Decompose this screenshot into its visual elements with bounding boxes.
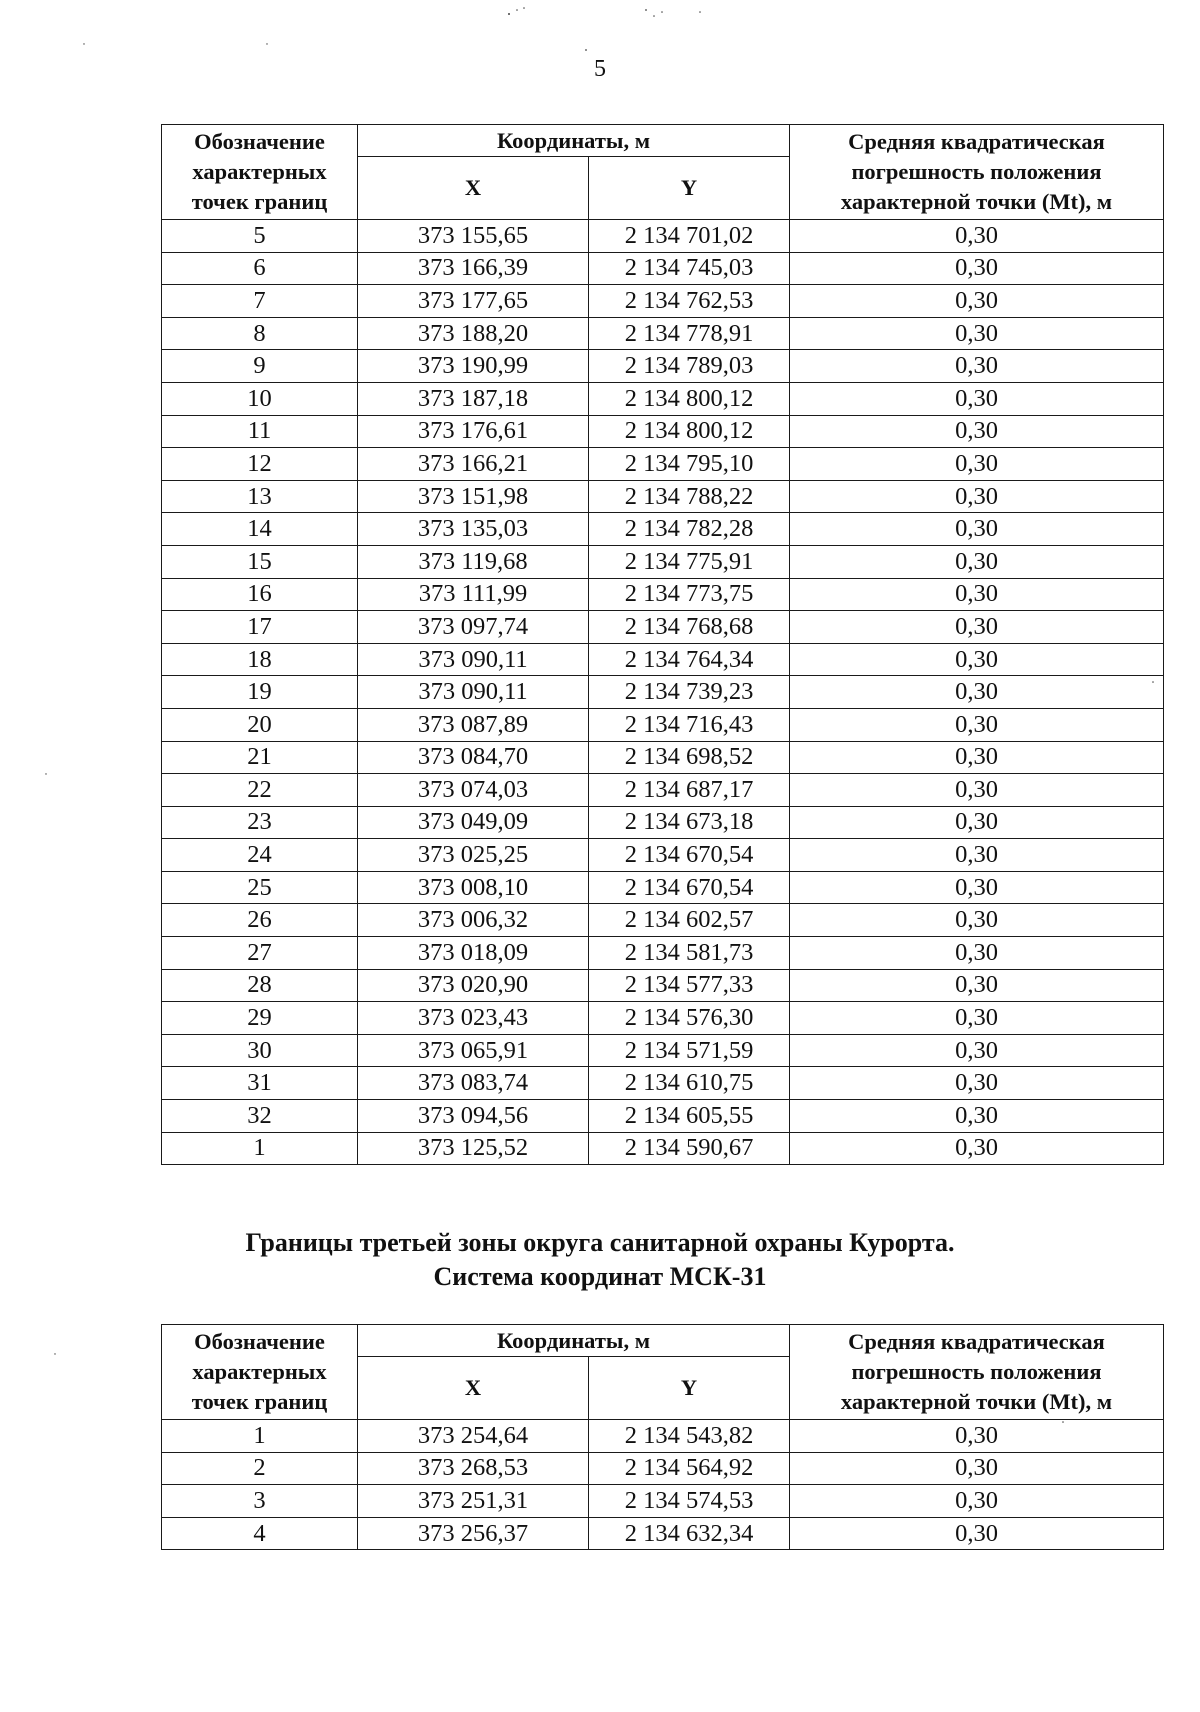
y-coordinate-cell: 2 134 778,91 <box>589 317 790 350</box>
x-column-header: X <box>358 1357 589 1420</box>
y-coordinate-cell: 2 134 782,28 <box>589 513 790 546</box>
point-number-cell: 8 <box>162 317 358 350</box>
x-coordinate-cell: 373 049,09 <box>358 806 589 839</box>
x-coordinate-cell: 373 020,90 <box>358 969 589 1002</box>
point-number-cell: 28 <box>162 969 358 1002</box>
point-number-cell: 2 <box>162 1452 358 1485</box>
coordinates-column-header: Координаты, м <box>358 1325 790 1357</box>
point-column-header: Обозначение характерных точек границ <box>162 1325 358 1420</box>
x-coordinate-cell: 373 090,11 <box>358 676 589 709</box>
x-coordinate-cell: 373 083,74 <box>358 1067 589 1100</box>
point-number-cell: 7 <box>162 285 358 318</box>
point-number-cell: 20 <box>162 708 358 741</box>
x-coordinate-cell: 373 065,91 <box>358 1034 589 1067</box>
error-value-cell: 0,30 <box>790 578 1164 611</box>
point-number-cell: 27 <box>162 937 358 970</box>
x-coordinate-cell: 373 166,39 <box>358 252 589 285</box>
y-coordinate-cell: 2 134 581,73 <box>589 937 790 970</box>
y-coordinate-cell: 2 134 564,92 <box>589 1452 790 1485</box>
table-row <box>162 904 1164 937</box>
table-row <box>162 578 1164 611</box>
point-number-cell: 17 <box>162 611 358 644</box>
table-row <box>162 285 1164 318</box>
y-coordinate-cell: 2 134 745,03 <box>589 252 790 285</box>
point-column-header: Обозначение характерных точек границ <box>162 125 358 220</box>
page-number: 5 <box>594 56 606 82</box>
error-value-cell: 0,30 <box>790 1002 1164 1035</box>
table-row <box>162 220 1164 253</box>
y-coordinate-cell: 2 134 716,43 <box>589 708 790 741</box>
error-value-cell: 0,30 <box>790 1485 1164 1518</box>
table-row <box>162 448 1164 481</box>
error-value-cell: 0,30 <box>790 382 1164 415</box>
error-value-cell: 0,30 <box>790 1420 1164 1453</box>
error-value-cell: 0,30 <box>790 252 1164 285</box>
table-row <box>162 774 1164 807</box>
y-coordinate-cell: 2 134 687,17 <box>589 774 790 807</box>
error-value-cell: 0,30 <box>790 350 1164 383</box>
error-value-cell: 0,30 <box>790 611 1164 644</box>
table-1-body <box>162 220 1164 1165</box>
x-coordinate-cell: 373 166,21 <box>358 448 589 481</box>
y-coordinate-cell: 2 134 632,34 <box>589 1517 790 1550</box>
error-value-cell: 0,30 <box>790 839 1164 872</box>
x-coordinate-cell: 373 176,61 <box>358 415 589 448</box>
x-coordinate-cell: 373 094,56 <box>358 1100 589 1133</box>
error-value-cell: 0,30 <box>790 774 1164 807</box>
y-coordinate-cell: 2 134 577,33 <box>589 969 790 1002</box>
table-row <box>162 513 1164 546</box>
point-number-cell: 26 <box>162 904 358 937</box>
x-coordinate-cell: 373 008,10 <box>358 871 589 904</box>
error-value-cell: 0,30 <box>790 545 1164 578</box>
point-number-cell: 30 <box>162 1034 358 1067</box>
x-coordinate-cell: 373 188,20 <box>358 317 589 350</box>
point-number-cell: 13 <box>162 480 358 513</box>
x-coordinate-cell: 373 119,68 <box>358 545 589 578</box>
point-number-cell: 6 <box>162 252 358 285</box>
point-number-cell: 14 <box>162 513 358 546</box>
point-number-cell: 29 <box>162 1002 358 1035</box>
point-number-cell: 9 <box>162 350 358 383</box>
error-value-cell: 0,30 <box>790 708 1164 741</box>
x-coordinate-cell: 373 177,65 <box>358 285 589 318</box>
table-row <box>162 611 1164 644</box>
table-row <box>162 806 1164 839</box>
table-row <box>162 969 1164 1002</box>
table-row <box>162 937 1164 970</box>
error-value-cell: 0,30 <box>790 285 1164 318</box>
error-value-cell: 0,30 <box>790 1067 1164 1100</box>
x-coordinate-cell: 373 090,11 <box>358 643 589 676</box>
point-number-cell: 5 <box>162 220 358 253</box>
table-row <box>162 1452 1164 1485</box>
y-coordinate-cell: 2 134 764,34 <box>589 643 790 676</box>
x-coordinate-cell: 373 268,53 <box>358 1452 589 1485</box>
error-column-header: Средняя квадратическая погрешность положения характерной точки (Mt), м <box>790 125 1164 220</box>
section-heading-line-2: Система координат МСК-31 <box>433 1262 767 1291</box>
y-coordinate-cell: 2 134 605,55 <box>589 1100 790 1133</box>
table-row <box>162 871 1164 904</box>
y-coordinate-cell: 2 134 698,52 <box>589 741 790 774</box>
y-coordinate-cell: 2 134 788,22 <box>589 480 790 513</box>
x-coordinate-cell: 373 025,25 <box>358 839 589 872</box>
point-number-cell: 11 <box>162 415 358 448</box>
x-coordinate-cell: 373 190,99 <box>358 350 589 383</box>
point-number-cell: 16 <box>162 578 358 611</box>
y-coordinate-cell: 2 134 768,68 <box>589 611 790 644</box>
y-coordinate-cell: 2 134 670,54 <box>589 839 790 872</box>
y-coordinate-cell: 2 134 571,59 <box>589 1034 790 1067</box>
table-row <box>162 1517 1164 1550</box>
table-row <box>162 1067 1164 1100</box>
error-column-header: Средняя квадратическая погрешность положения характерной точки (Mt), м <box>790 1325 1164 1420</box>
y-coordinate-cell: 2 134 574,53 <box>589 1485 790 1518</box>
y-coordinate-cell: 2 134 800,12 <box>589 415 790 448</box>
error-value-cell: 0,30 <box>790 480 1164 513</box>
x-coordinate-cell: 373 251,31 <box>358 1485 589 1518</box>
point-number-cell: 1 <box>162 1420 358 1453</box>
table-row <box>162 545 1164 578</box>
error-value-cell: 0,30 <box>790 448 1164 481</box>
error-value-cell: 0,30 <box>790 513 1164 546</box>
point-number-cell: 21 <box>162 741 358 774</box>
table-row <box>162 839 1164 872</box>
table-row <box>162 1034 1164 1067</box>
point-number-cell: 12 <box>162 448 358 481</box>
x-coordinate-cell: 373 074,03 <box>358 774 589 807</box>
point-number-cell: 32 <box>162 1100 358 1133</box>
point-number-cell: 19 <box>162 676 358 709</box>
y-coordinate-cell: 2 134 789,03 <box>589 350 790 383</box>
error-value-cell: 0,30 <box>790 415 1164 448</box>
y-column-header: Y <box>589 1357 790 1420</box>
y-coordinate-cell: 2 134 590,67 <box>589 1132 790 1165</box>
y-coordinate-cell: 2 134 762,53 <box>589 285 790 318</box>
point-number-cell: 10 <box>162 382 358 415</box>
y-coordinate-cell: 2 134 610,75 <box>589 1067 790 1100</box>
section-heading-line-1: Границы третьей зоны округа санитарной охраны Курорта. <box>245 1228 955 1257</box>
point-number-cell: 4 <box>162 1517 358 1550</box>
table-row <box>162 317 1164 350</box>
x-coordinate-cell: 373 125,52 <box>358 1132 589 1165</box>
table-row <box>162 1100 1164 1133</box>
point-number-cell: 1 <box>162 1132 358 1165</box>
error-value-cell: 0,30 <box>790 969 1164 1002</box>
section-heading <box>0 1226 1200 1294</box>
table-row <box>162 350 1164 383</box>
x-coordinate-cell: 373 018,09 <box>358 937 589 970</box>
x-coordinate-cell: 373 084,70 <box>358 741 589 774</box>
error-value-cell: 0,30 <box>790 904 1164 937</box>
table-row <box>162 1002 1164 1035</box>
y-coordinate-cell: 2 134 795,10 <box>589 448 790 481</box>
table-row <box>162 676 1164 709</box>
point-number-cell: 31 <box>162 1067 358 1100</box>
error-value-cell: 0,30 <box>790 1132 1164 1165</box>
error-value-cell: 0,30 <box>790 741 1164 774</box>
table-row <box>162 1420 1164 1453</box>
table-row <box>162 741 1164 774</box>
point-number-cell: 15 <box>162 545 358 578</box>
table-row <box>162 415 1164 448</box>
coordinates-column-header: Координаты, м <box>358 125 790 157</box>
table-row <box>162 643 1164 676</box>
error-value-cell: 0,30 <box>790 676 1164 709</box>
error-value-cell: 0,30 <box>790 806 1164 839</box>
point-number-cell: 18 <box>162 643 358 676</box>
error-value-cell: 0,30 <box>790 1517 1164 1550</box>
error-value-cell: 0,30 <box>790 937 1164 970</box>
y-coordinate-cell: 2 134 800,12 <box>589 382 790 415</box>
table-row <box>162 1485 1164 1518</box>
x-coordinate-cell: 373 135,03 <box>358 513 589 546</box>
x-coordinate-cell: 373 187,18 <box>358 382 589 415</box>
point-number-cell: 3 <box>162 1485 358 1518</box>
y-coordinate-cell: 2 134 739,23 <box>589 676 790 709</box>
x-column-header: X <box>358 157 589 220</box>
x-coordinate-cell: 373 023,43 <box>358 1002 589 1035</box>
x-coordinate-cell: 373 254,64 <box>358 1420 589 1453</box>
x-coordinate-cell: 373 006,32 <box>358 904 589 937</box>
y-coordinate-cell: 2 134 670,54 <box>589 871 790 904</box>
error-value-cell: 0,30 <box>790 1452 1164 1485</box>
error-value-cell: 0,30 <box>790 317 1164 350</box>
table-row <box>162 708 1164 741</box>
table-row <box>162 382 1164 415</box>
error-value-cell: 0,30 <box>790 871 1164 904</box>
y-coordinate-cell: 2 134 673,18 <box>589 806 790 839</box>
coordinates-table-1 <box>161 124 1164 1165</box>
y-coordinate-cell: 2 134 775,91 <box>589 545 790 578</box>
y-coordinate-cell: 2 134 602,57 <box>589 904 790 937</box>
y-column-header: Y <box>589 157 790 220</box>
y-coordinate-cell: 2 134 576,30 <box>589 1002 790 1035</box>
error-value-cell: 0,30 <box>790 1100 1164 1133</box>
x-coordinate-cell: 373 097,74 <box>358 611 589 644</box>
x-coordinate-cell: 373 155,65 <box>358 220 589 253</box>
error-value-cell: 0,30 <box>790 1034 1164 1067</box>
table-row <box>162 252 1164 285</box>
y-coordinate-cell: 2 134 543,82 <box>589 1420 790 1453</box>
table-row <box>162 1132 1164 1165</box>
table-row <box>162 480 1164 513</box>
point-number-cell: 22 <box>162 774 358 807</box>
y-coordinate-cell: 2 134 773,75 <box>589 578 790 611</box>
x-coordinate-cell: 373 151,98 <box>358 480 589 513</box>
error-value-cell: 0,30 <box>790 643 1164 676</box>
x-coordinate-cell: 373 087,89 <box>358 708 589 741</box>
x-coordinate-cell: 373 111,99 <box>358 578 589 611</box>
point-number-cell: 25 <box>162 871 358 904</box>
table-2-body <box>162 1420 1164 1550</box>
point-number-cell: 23 <box>162 806 358 839</box>
y-coordinate-cell: 2 134 701,02 <box>589 220 790 253</box>
x-coordinate-cell: 373 256,37 <box>358 1517 589 1550</box>
error-value-cell: 0,30 <box>790 220 1164 253</box>
coordinates-table-2 <box>161 1324 1164 1550</box>
point-number-cell: 24 <box>162 839 358 872</box>
